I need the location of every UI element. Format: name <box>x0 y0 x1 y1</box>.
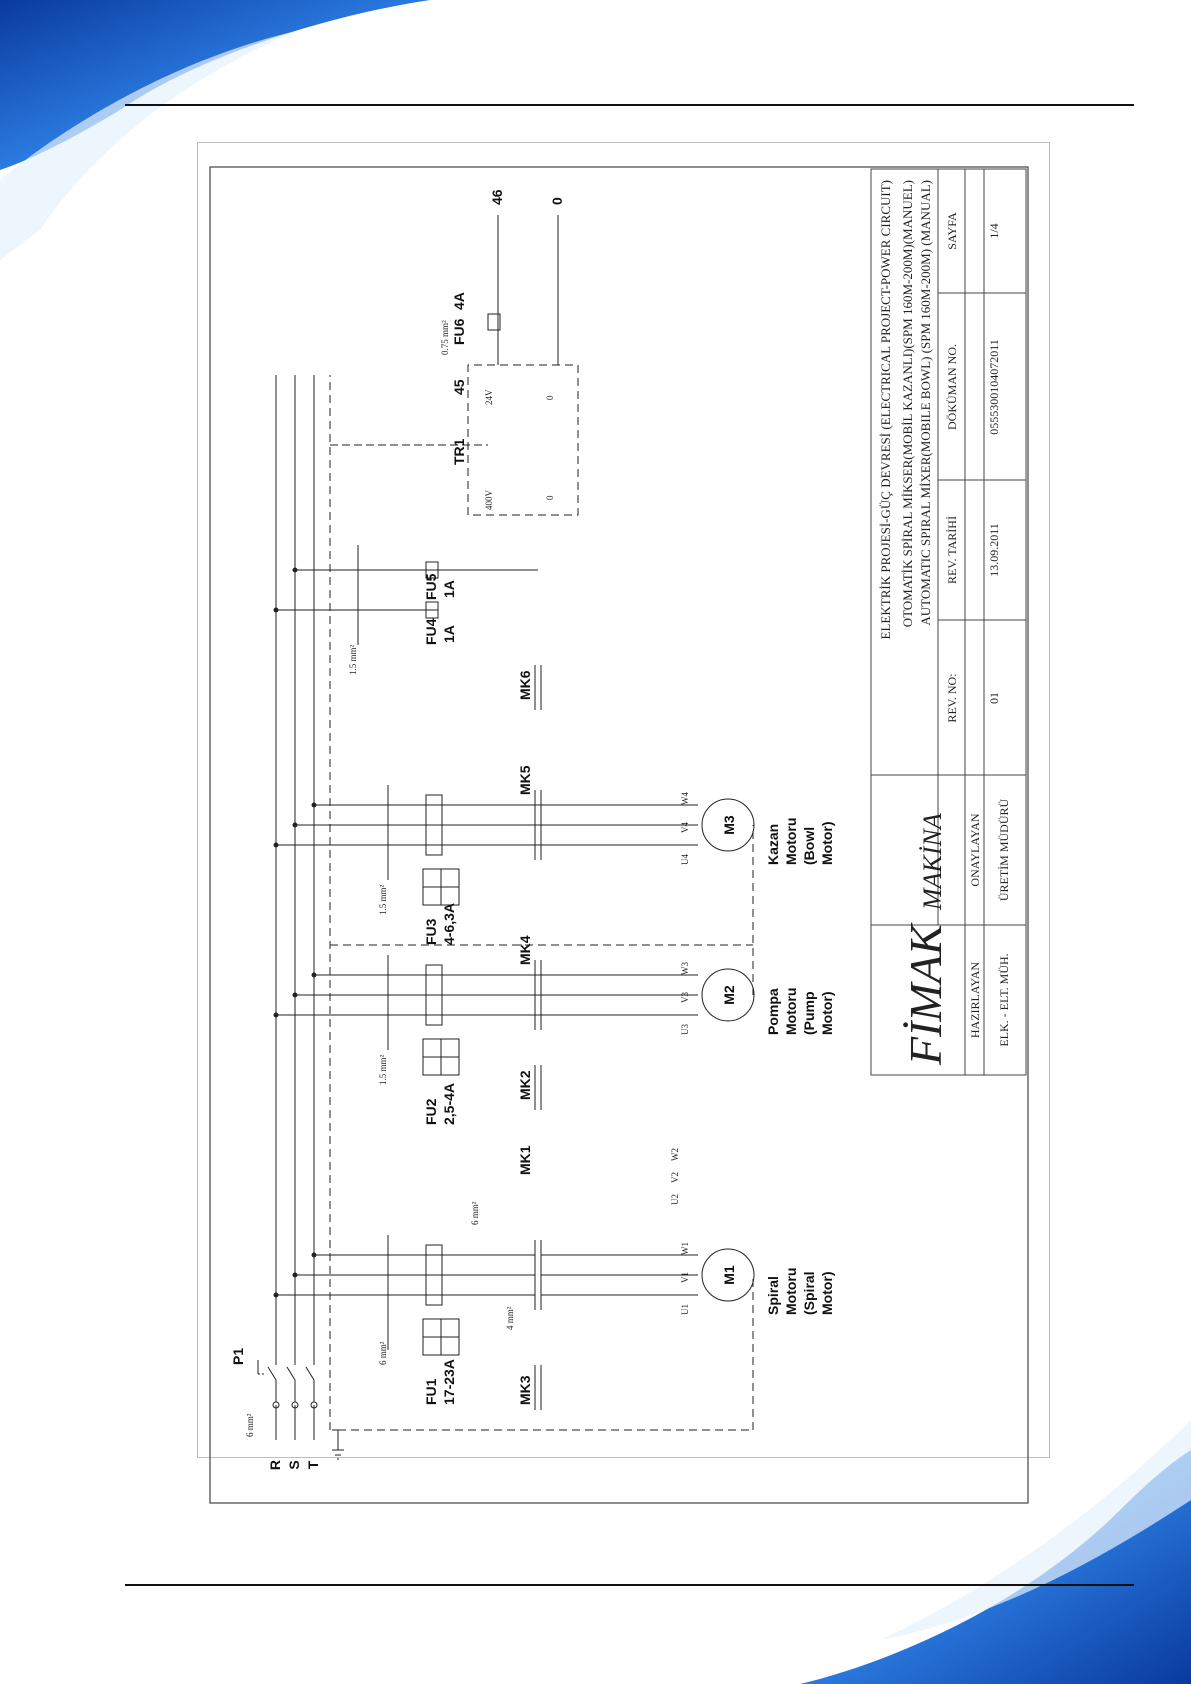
output-0: 0 <box>549 197 565 205</box>
fu1-id: FU1 <box>423 1378 439 1405</box>
tr1-zero-primary: 0 <box>545 495 555 500</box>
fu6-id: FU6 <box>451 318 467 345</box>
m1-name-3: (Spiral <box>801 1271 817 1315</box>
control-transformer <box>274 189 578 675</box>
title-line-2: OTOMATİK SPİRAL MİKSER(MOBİL KAZANLI)(SPM 160M-200M)(MANUEL) <box>900 180 915 628</box>
fu3-rating: 4-6,3A <box>441 902 457 945</box>
m2-t1: U3 <box>680 1024 690 1035</box>
fu6-rating: 4A <box>451 292 467 310</box>
m2-name-2: Motoru <box>783 987 799 1035</box>
supply-cable-label: 6 mm² <box>245 1413 255 1437</box>
m3-id: M3 <box>721 815 737 835</box>
mk3-label: MK3 <box>517 1375 533 1405</box>
header-rule <box>125 104 1134 106</box>
mk2-label: MK2 <box>517 1070 533 1100</box>
value-hazirlayan: ELK. - ELT. MÜH. <box>997 953 1011 1047</box>
m2-name-1: Pompa <box>765 988 781 1035</box>
busbars <box>276 375 330 1430</box>
branch-spiral-motor <box>274 1065 835 1410</box>
tr1-zero-secondary: 0 <box>545 395 555 400</box>
value-onaylayan: ÜRETİM MÜDÜRÜ <box>997 798 1011 902</box>
header-sayfa: SAYFA <box>945 212 959 250</box>
title-line-1: ELEKTRİK PROJESİ-GÜÇ DEVRESİ (ELECTRICAL PROJECT-POWER CIRCUIT) <box>878 180 893 640</box>
tr1-terminal: 45 <box>451 379 467 395</box>
cable-m1-b: 4 mm² <box>505 1306 515 1330</box>
footer-rule <box>125 1584 1134 1586</box>
tr1-id: TR1 <box>451 438 467 465</box>
cable-control: 1.5 mm² <box>348 644 358 675</box>
m1-name-2: Motoru <box>783 1267 799 1315</box>
header-dokuman-no: DÖKÜMAN NO. <box>945 344 959 430</box>
branch-pump-motor <box>274 935 835 1125</box>
switch-p1-label: P1 <box>230 1347 246 1365</box>
cable-m3: 1.5 mm² <box>378 884 388 915</box>
title-line-3: AUTOMATIC SPIRAL MİXER(MOBILE BOWL) (SPM 160M-200M) (MANUAL) <box>918 180 933 626</box>
header-rev-tarihi: REV. TARİHİ <box>945 516 959 584</box>
m2-t2: V3 <box>680 992 690 1003</box>
mk6-label: MK6 <box>517 670 533 700</box>
phase-r-label: R <box>267 1459 283 1471</box>
m1-name-1: Spiral <box>765 1276 781 1315</box>
m1-t5: V2 <box>670 1172 680 1183</box>
output-46: 46 <box>489 189 505 205</box>
fu4-rating: 1A <box>441 625 457 643</box>
fu4-id: FU4 <box>423 618 439 645</box>
m3-t1: U4 <box>680 854 690 865</box>
m2-id: M2 <box>721 985 737 1005</box>
m1-t6: W2 <box>670 1148 680 1161</box>
value-dokuman-no: 05553001040720​11 <box>987 339 1001 435</box>
mk1-label: MK1 <box>517 1145 533 1175</box>
value-sayfa: 1/4 <box>987 223 1001 239</box>
header-hazirlayan: HAZIRLAYAN <box>968 961 982 1039</box>
m3-name-3: (Bowl <box>801 826 817 865</box>
fu5-id: FU5 <box>423 573 439 600</box>
cable-m1-c: 6 mm² <box>470 1201 480 1225</box>
logo-main: FİMAK <box>900 924 951 1065</box>
m2-name-4: Motor) <box>819 991 835 1035</box>
m2-name-3: (Pump <box>801 991 817 1035</box>
mk4-label: MK4 <box>517 935 533 965</box>
value-rev-no: 01 <box>987 692 1001 704</box>
m1-name-4: Motor) <box>819 1271 835 1315</box>
m1-id: M1 <box>721 1265 737 1285</box>
title-block <box>871 169 1026 1075</box>
power-circuit <box>230 189 835 1470</box>
logo-sub: MAKİNA <box>918 813 947 910</box>
m1-t3: W1 <box>680 1242 690 1255</box>
cable-secondary: 0.75 mm² <box>440 320 450 355</box>
cable-m2: 1.5 mm² <box>378 1054 388 1085</box>
fu1-rating: 17-23A <box>441 1359 457 1405</box>
m3-name-2: Motoru <box>783 817 799 865</box>
earth-symbol <box>332 1430 344 1459</box>
m2-t3: W3 <box>680 962 690 975</box>
fu3-id: FU3 <box>423 918 439 945</box>
main-switch-p1 <box>258 1345 314 1402</box>
m3-t2: V4 <box>680 822 690 833</box>
branch-bowl-motor <box>274 665 835 945</box>
header-onaylayan: ONAYLAYAN <box>968 813 982 887</box>
tr1-primary: 400V <box>484 490 494 510</box>
m1-t4: U2 <box>670 1194 680 1205</box>
m1-t2: V1 <box>680 1272 690 1283</box>
mk5-label: MK5 <box>517 765 533 795</box>
tr1-secondary: 24V <box>484 389 494 405</box>
fu5-rating: 1A <box>441 580 457 598</box>
m3-name-4: Motor) <box>819 821 835 865</box>
m1-t1: U1 <box>680 1304 690 1315</box>
header-rev-no: REV. NO: <box>945 673 959 723</box>
fu2-id: FU2 <box>423 1098 439 1125</box>
phase-s-label: S <box>286 1460 302 1470</box>
m3-name-1: Kazan <box>765 823 781 865</box>
fu2-rating: 2,5-4A <box>441 1082 457 1125</box>
schematic-sheet <box>208 165 1030 1505</box>
m3-t3: W4 <box>680 792 690 805</box>
cable-m1-a: 6 mm² <box>378 1341 388 1365</box>
phase-t-label: T <box>305 1460 321 1470</box>
value-rev-tarihi: 13.09.2011 <box>987 523 1001 577</box>
